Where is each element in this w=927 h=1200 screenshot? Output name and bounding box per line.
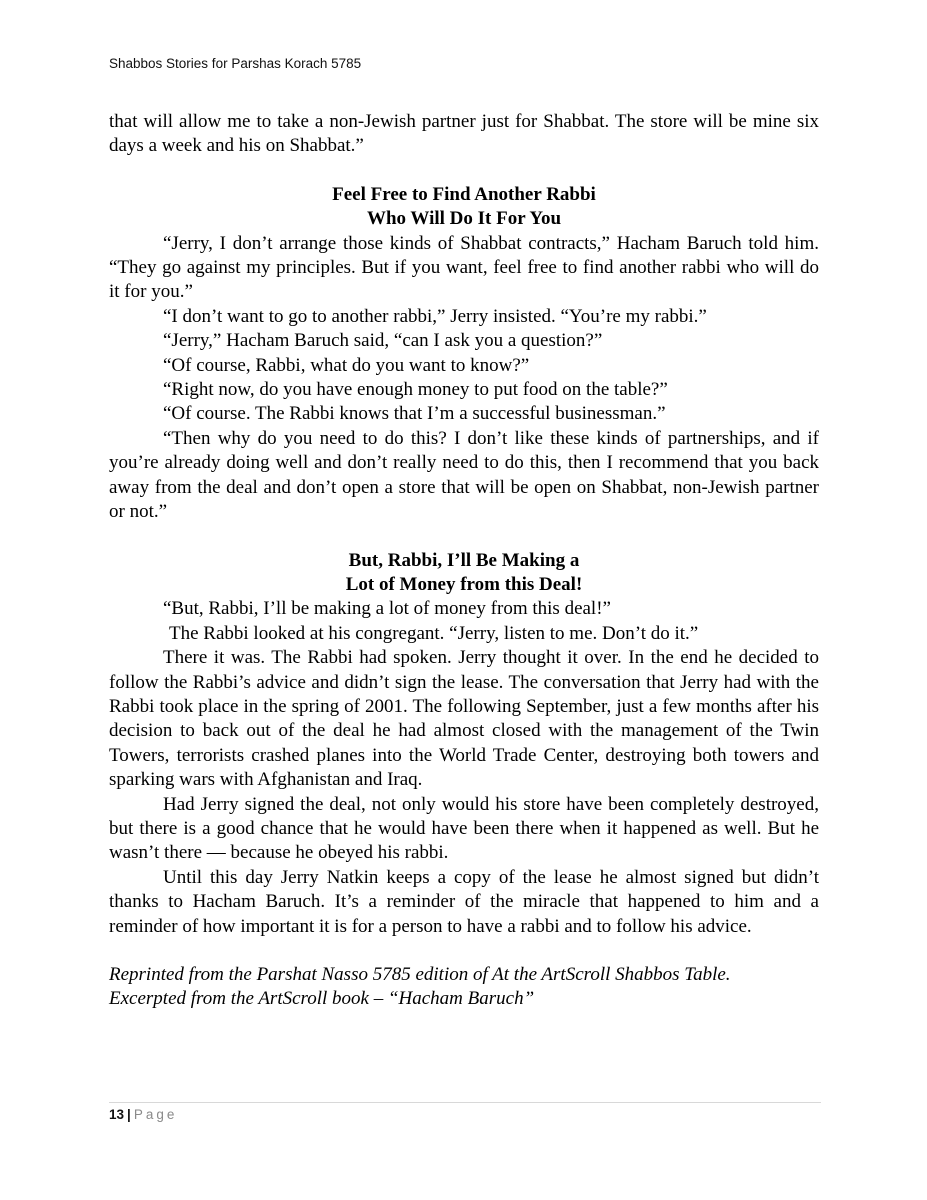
section-heading-2-line2: Lot of Money from this Deal! (345, 573, 583, 595)
running-header: Shabbos Stories for Parshas Korach 5785 (109, 56, 362, 71)
source-note-line2: Excerpted from the ArtScroll book – “Hacham Baruch” (109, 988, 535, 1010)
paragraph: There it was. The Rabbi had spoken. Jerry thought it over. In the end he decided to follow the Rabbi’s advice and didn’t sign the lease. The conversation that Jerry had with the Rabbi took place in the spring of 2001. The following September, just a few months after his decision to back out of the deal he had almost closed with the management of the Twin Towers, terrorists crashed planes into the World Trade Center, destroying both towers and sparking wars with Afghanistan and Iraq. (109, 647, 819, 791)
footer-divider (109, 1102, 821, 1103)
page-footer (109, 1107, 177, 1122)
section-heading-1-line2: Who Will Do It For You (366, 208, 562, 230)
source-note (109, 963, 819, 1012)
page-number: 13 (109, 1107, 125, 1122)
section-heading-1-line1: Feel Free to Find Another Rabbi (332, 183, 596, 205)
paragraph: The Rabbi looked at his congregant. “Jerry, listen to me. Don’t do it.” (169, 622, 699, 644)
paragraph: “Right now, do you have enough money to put food on the table?” (163, 379, 668, 401)
section-heading-1 (109, 183, 819, 232)
paragraph: “Jerry,” Hacham Baruch said, “can I ask you a question?” (163, 330, 603, 352)
page-label: Page (133, 1107, 178, 1122)
body-text (109, 110, 819, 1012)
paragraph: “Of course, Rabbi, what do you want to know?” (163, 354, 530, 376)
paragraph: “I don’t want to go to another rabbi,” Jerry insisted. “You’re my rabbi.” (163, 305, 707, 327)
paragraph: “But, Rabbi, I’ll be making a lot of money from this deal!” (163, 598, 611, 620)
paragraph: “Jerry, I don’t arrange those kinds of Shabbat contracts,” Hacham Baruch told him. “They go against my principles. But if you want, feel free to find another rabbi who will do it for you.” (109, 232, 819, 303)
paragraph-continuation: that will allow me to take a non-Jewish partner just for Shabbat. The store will be mine six days a week and his on Shabbat.” (109, 111, 819, 157)
paragraph: Had Jerry signed the deal, not only would his store have been completely destroyed, but there is a good chance that he would have been there when it happened as well. But he wasn’t there — because he obeyed his rabbi. (109, 793, 819, 864)
section-heading-2 (109, 549, 819, 598)
paragraph: Until this day Jerry Natkin keeps a copy of the lease he almost signed but didn’t thanks to Hacham Baruch. It’s a reminder of the miracle that happened to him and a reminder of how important it is for a person to have a rabbi and to follow his advice. (109, 866, 819, 937)
section-heading-2-line1: But, Rabbi, I’ll Be Making a (348, 549, 580, 571)
footer-separator: | (127, 1107, 131, 1122)
source-note-line1: Reprinted from the Parshat Nasso 5785 edition of At the ArtScroll Shabbos Table. (109, 964, 731, 985)
paragraph: “Of course. The Rabbi knows that I’m a successful businessman.” (163, 403, 666, 425)
paragraph: “Then why do you need to do this? I don’t like these kinds of partnerships, and if you’re already doing well and don’t really need to do this, then I recommend that you back away from the deal and don’t open a store that will be open on Shabbat, non-Jewish partner or not.” (109, 427, 819, 523)
